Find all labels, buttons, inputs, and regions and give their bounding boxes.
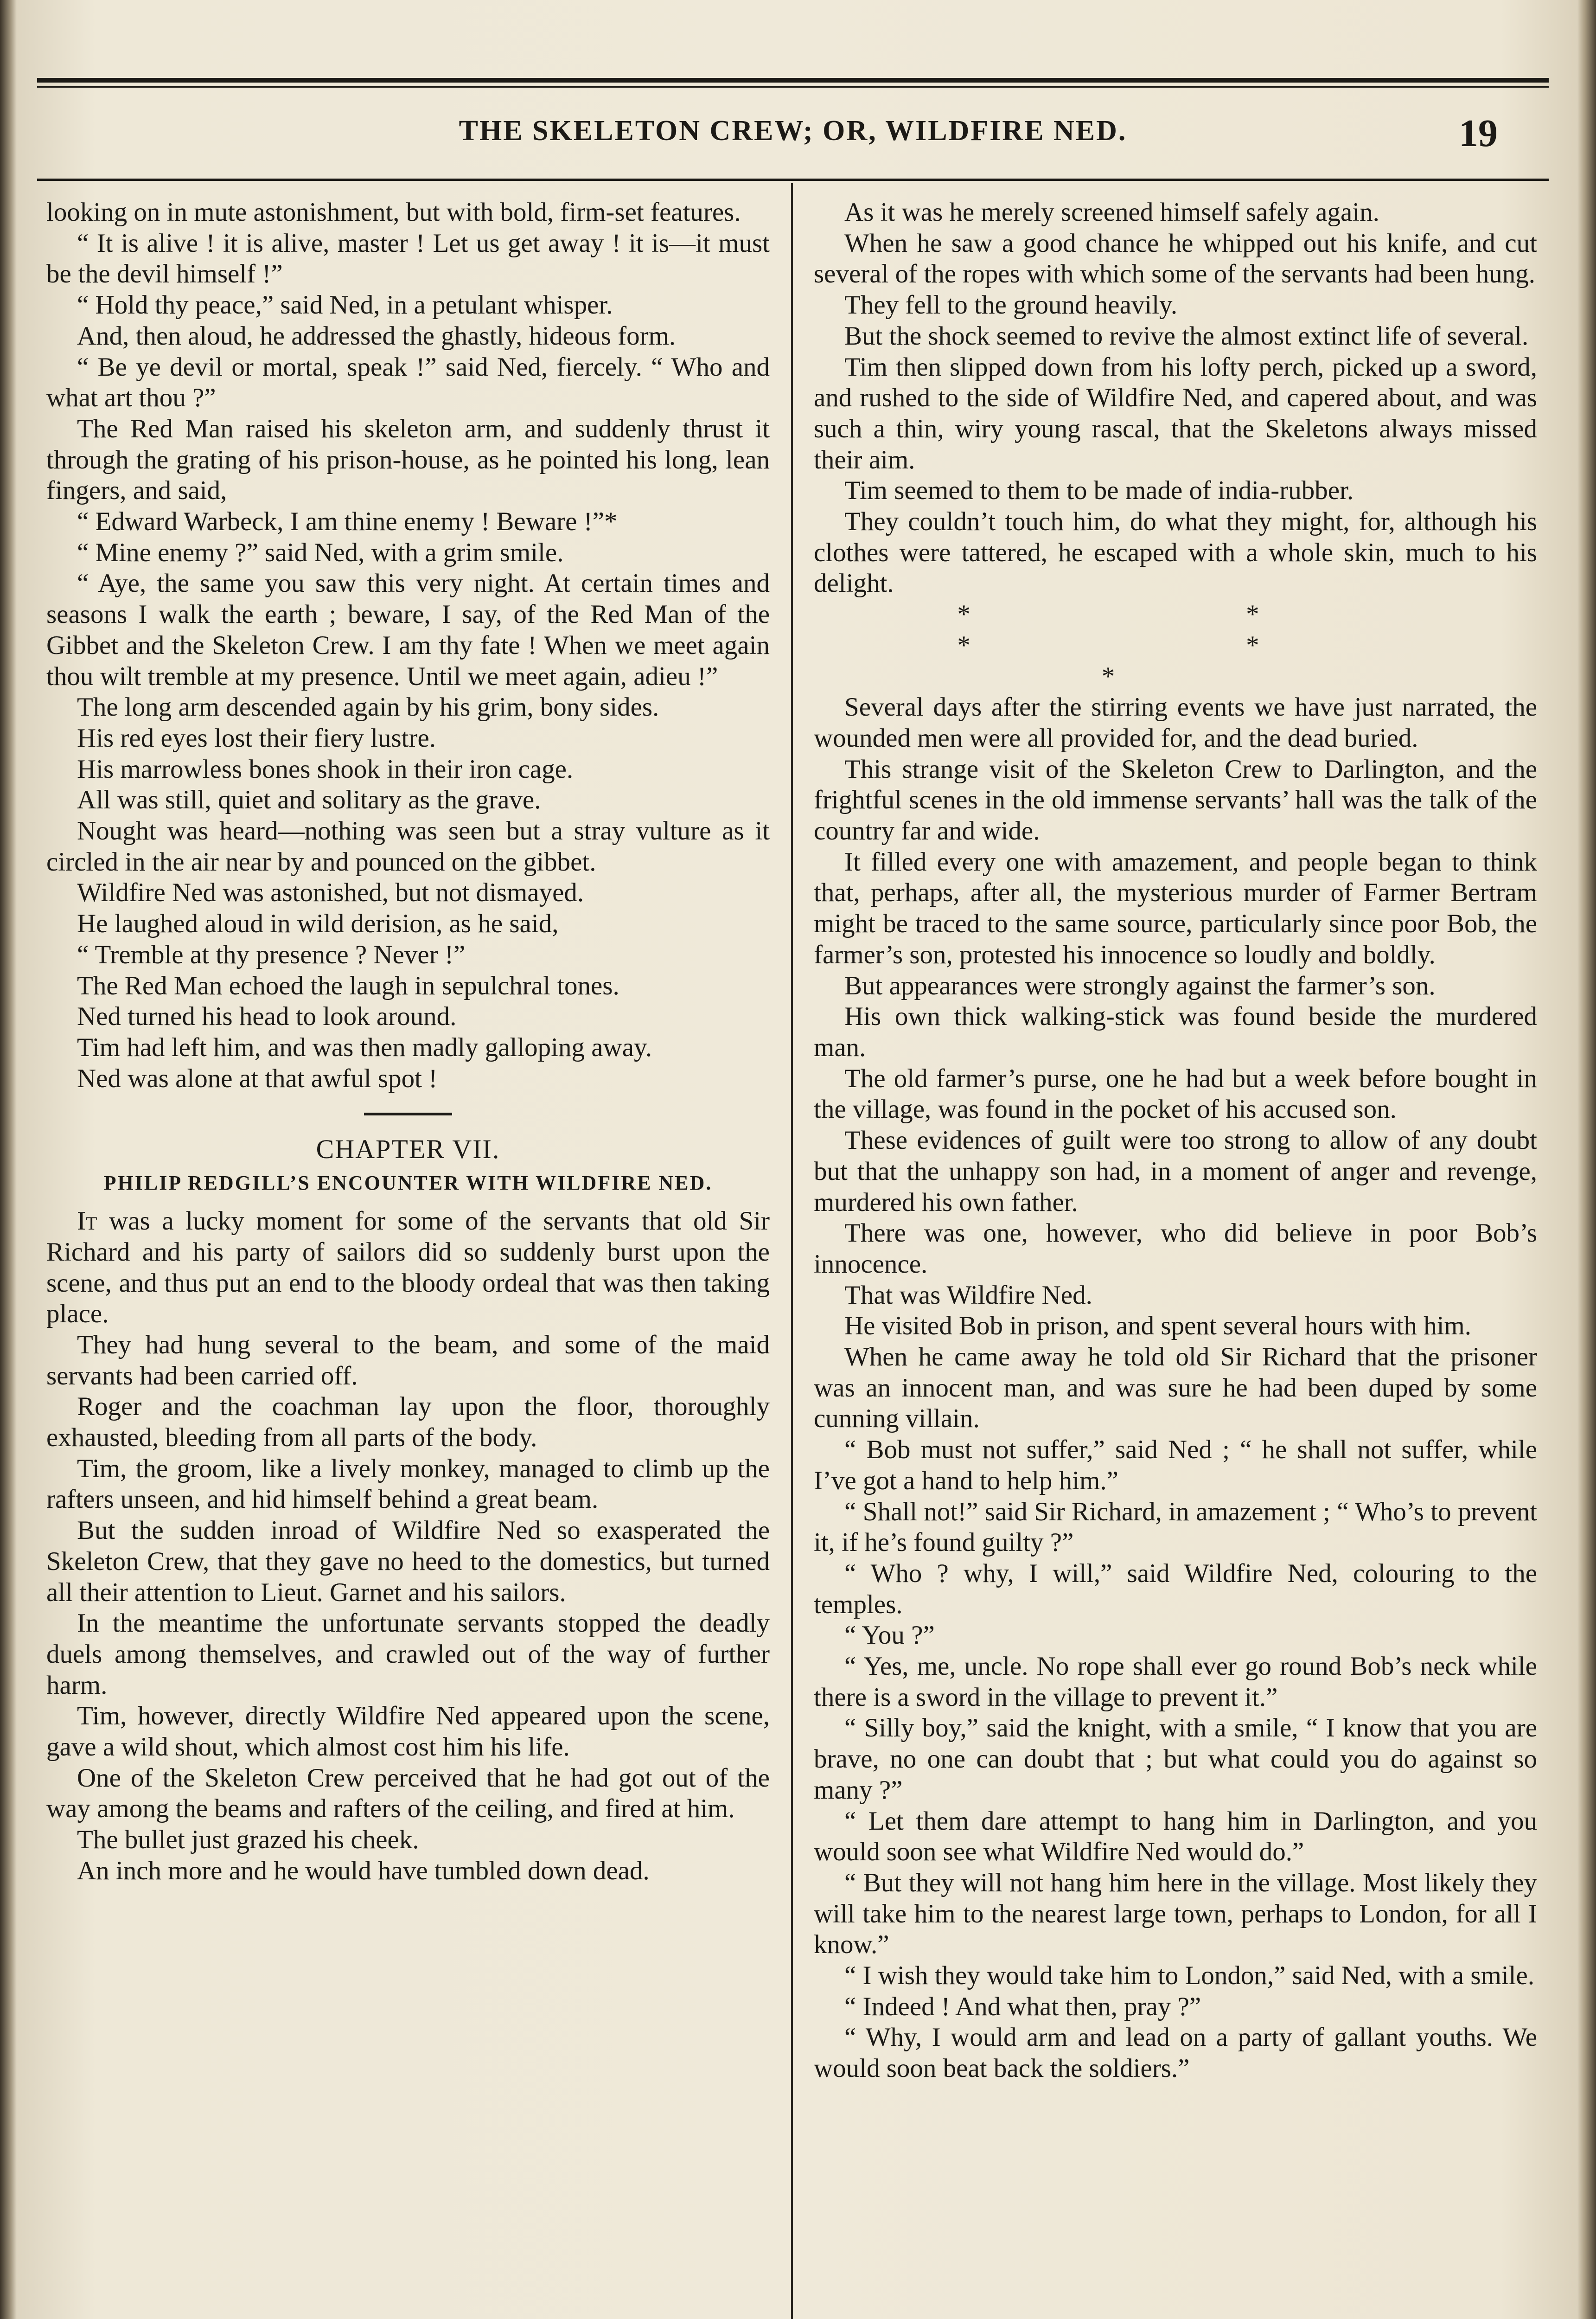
paragraph: But the sudden inroad of Wildfire Ned so exasperated the Skeleton Crew, that they gave no heed to the domestics, but turned all their attention to Lieut. Garnet and his sailors. (46, 1516, 770, 1607)
paragraph: Wildfire Ned was astonished, but not dismayed. (77, 878, 584, 908)
paragraph: Tim then slipped down from his lofty perch, picked up a sword, and rushed to the side of Wildfire Ned, and capered about, and was such a thin, wiry young rascal, that the Skeletons always missed their aim. (814, 352, 1537, 474)
paragraph: Nought was heard—nothing was seen but a stray vulture as it circled in the air near by and pounced on the gibbet. (46, 816, 770, 877)
paragraph: “ Who ? why, I will,” said Wildfire Ned, colouring to the temples. (814, 1558, 1537, 1619)
paragraph: Ned was alone at that awful spot ! (77, 1063, 438, 1093)
paragraph: “ Edward Warbeck, I am thine enemy ! Beware !”* (77, 507, 618, 537)
left-column (46, 197, 770, 1887)
paragraph: As it was he merely screened himself safely again. (844, 198, 1379, 227)
paragraph: “ Hold thy peace,” said Ned, in a petulant whisper. (77, 290, 613, 320)
paragraph: When he saw a good chance he whipped out his knife, and cut several of the ropes with which some of the servants had been hung. (814, 228, 1537, 289)
paragraph: Ned turned his head to look around. (77, 1002, 457, 1031)
paragraph: It filled every one with amazement, and people began to think that, perhaps, after all, the mysterious murder of Farmer Bertram might be traced to the same source, particularly since poor Bob, the farmer’s son, protested his innocence so loudly and boldly. (814, 847, 1537, 969)
paragraph: “ Why, I would arm and lead on a party of gallant youths. We would soon beat back the soldiers.” (814, 2023, 1537, 2083)
paragraph: “ But they will not hang him here in the village. Most likely they will take him to the nearest large town, perhaps to London, for all I know.” (814, 1868, 1537, 1960)
running-header (37, 104, 1549, 165)
paragraph: He visited Bob in prison, and spent several hours with him. (844, 1311, 1471, 1341)
right-column-text-before (814, 197, 1537, 599)
paragraph: The Red Man echoed the laugh in sepulchral tones. (77, 971, 619, 1000)
paragraph: The Red Man raised his skeleton arm, and suddenly thrust it through the grating of his prison-house, as he pointed his long, lean fingers, and said, (46, 414, 770, 506)
paragraph: That was Wildfire Ned. (844, 1280, 1092, 1310)
paragraph: “ Let them dare attempt to hang him in Darlington, and you would soon see what Wildfire Ned would do.” (814, 1806, 1537, 1867)
paragraph: One of the Skeleton Crew perceived that he had got out of the way among the beams and rafters of the ceiling, and fired at him. (46, 1763, 770, 1824)
left-column-text-after (46, 1330, 770, 1887)
paragraph: “ Aye, the same you saw this very night. At certain times and seasons I walk the earth ; beware, I say, of the Red Man of the Gibbet and the Skeleton Crew. I am thy fate ! When we meet again thou wilt tremble at my presence. Until we meet again, adieu !” (46, 569, 770, 691)
paragraph: His red eyes lost their fiery lustre. (77, 723, 436, 753)
running-title: THE SKELETON CREW; OR, WILDFIRE NED. (459, 115, 1127, 147)
paragraph: Several days after the stirring events we have just narrated, the wounded men were all provided for, and the dead buried. (814, 692, 1537, 753)
opening-word: It (77, 1206, 97, 1236)
paragraph: Roger and the coachman lay upon the floor, thoroughly exhausted, bleeding from all parts of the body. (46, 1392, 770, 1453)
page-edge-right (1577, 0, 1596, 2319)
paragraph: But appearances were strongly against the farmer’s son. (844, 971, 1436, 1000)
left-column-text-before (46, 197, 770, 1094)
chapter-heading: CHAPTER VII. (316, 1134, 500, 1165)
paragraph: “ Yes, me, uncle. No rope shall ever go round Bob’s neck while there is a sword in the village to prevent it.” (814, 1652, 1537, 1712)
paragraph: Tim seemed to them to be made of india-rubber. (844, 476, 1354, 506)
paragraph: “ It is alive ! it is alive, master ! Let us get away ! it is—it must be the devil himself !” (46, 228, 770, 289)
top-border-thin (37, 86, 1549, 88)
paragraph: “ I wish they would take him to London,” said Ned, with a smile. (844, 1961, 1535, 1991)
paragraph: Tim had left him, and was then madly galloping away. (77, 1032, 652, 1062)
paragraph: All was still, quiet and solitary as the grave. (77, 785, 541, 815)
opening-text: was a lucky moment for some of the servants that old Sir Richard and his party of sailors did so suddenly burst upon the scene, and thus put an end to the bloody ordeal that was then taking place. (46, 1206, 770, 1329)
paragraph: “ Be ye devil or mortal, speak !” said Ned, fiercely. “ Who and what art thou ?” (46, 352, 770, 413)
paragraph: These evidences of guilt were too strong to allow of any doubt but that the unhappy son had, in a moment of anger and revenge, murdered his own father. (814, 1126, 1537, 1217)
paragraph: The bullet just grazed his cheek. (77, 1825, 419, 1855)
top-border-thick (37, 78, 1549, 83)
page-number: 19 (1459, 112, 1498, 155)
paragraph: They couldn’t touch him, do what they might, for, although his clothes were tattered, he escaped with a whole skin, much to his delight. (814, 507, 1537, 598)
paragraph: When he came away he told old Sir Richard that the prisoner was an innocent man, and was sure he had been duped by some cunning villain. (814, 1342, 1537, 1434)
paragraph: Tim, however, directly Wildfire Ned appeared upon the scene, gave a wild shout, which almost cost him his life. (46, 1701, 770, 1762)
right-column (814, 197, 1537, 2084)
paragraph: “ Bob must not suffer,” said Ned ; “ he shall not suffer, while I’ve got a hand to help him.” (814, 1435, 1537, 1495)
section-break-stars: * * * * * (957, 600, 1394, 691)
paragraph: “ Shall not!” said Sir Richard, in amazement ; “ Who’s to prevent it, if he’s found guilty ?” (814, 1497, 1537, 1557)
paragraph: An inch more and he would have tumbled down dead. (77, 1856, 650, 1885)
paragraph: They had hung several to the beam, and some of the maid servants had been carried off. (46, 1330, 770, 1390)
paragraph: This strange visit of the Skeleton Crew to Darlington, and the frightful scenes in the old immense servants’ hall was the talk of the country far and wide. (814, 754, 1537, 846)
paragraph: “ Silly boy,” said the knight, with a smile, “ I know that you are brave, no one can doubt that ; but what could you do against so many ?” (814, 1713, 1537, 1805)
paragraph: “ Tremble at thy presence ? Never !” (77, 940, 466, 969)
paragraph: In the meantime the unfortunate servants stopped the deadly duels among themselves, and crawled out of the way of further harm. (46, 1608, 770, 1700)
paragraph: And, then aloud, he addressed the ghastly, hideous form. (77, 321, 676, 351)
paragraph: There was one, however, who did believe in poor Bob’s innocence. (814, 1218, 1537, 1279)
paragraph: “ Indeed ! And what then, pray ?” (844, 1992, 1201, 2021)
paragraph: They fell to the ground heavily. (844, 290, 1178, 320)
paragraph: His marrowless bones shook in their iron cage. (77, 754, 574, 784)
paragraph: The old farmer’s purse, one he had but a week before bought in the village, was found in the pocket of his accused son. (814, 1063, 1537, 1124)
header-rule (37, 179, 1549, 181)
paragraph: He laughed aloud in wild derision, as he said, (77, 909, 559, 939)
paragraph: But the shock seemed to revive the almost extinct life of several. (844, 321, 1529, 351)
right-column-text-after (814, 692, 1537, 2084)
paragraph: The long arm descended again by his grim, bony sides. (77, 692, 659, 722)
chapter-subheading: PHILIP REDGILL’S ENCOUNTER WITH WILDFIRE NED. (103, 1172, 713, 1195)
paragraph: looking on in mute astonishment, but with bold, firm-set features. (46, 198, 741, 227)
paragraph: His own thick walking-stick was found beside the murdered man. (814, 1002, 1537, 1062)
paragraph: “ Mine enemy ?” said Ned, with a grim smile. (77, 538, 564, 567)
binding-edge-left (0, 0, 17, 2319)
chapter-opening-paragraph (46, 1206, 770, 1330)
column-divider (791, 183, 793, 2319)
paragraph: Tim, the groom, like a lively monkey, managed to climb up the rafters unseen, and hid himself behind a great beam. (46, 1454, 770, 1514)
paragraph: “ You ?” (844, 1621, 935, 1650)
chapter-rule (364, 1113, 452, 1115)
